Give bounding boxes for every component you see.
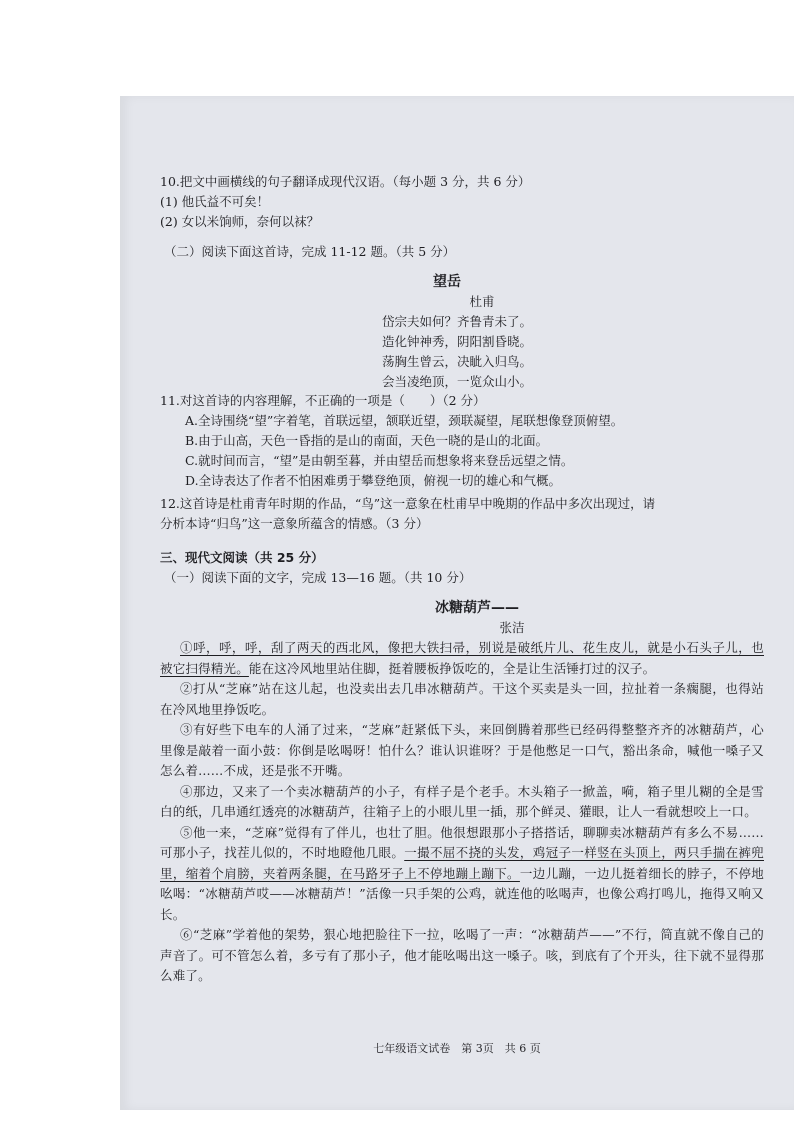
part2-intro — [164, 242, 764, 262]
q10-item-2: (2) 女以米饷师，奈何以袜？ — [160, 214, 320, 229]
part2-intro-text: （二）阅读下面这首诗，完成 11-12 题。（共 5 分） — [164, 244, 456, 259]
paragraph-text: 一边儿蹦，一边儿挺着细长的脖子，不停地吆喝：“冰糖葫芦哎——冰糖葫芦！”活像一只手架的公鸡，就连他的吆喝声，也像公鸡打鸣儿，拖得又响又长。 — [160, 865, 764, 922]
poem-author: 杜甫 — [469, 294, 495, 309]
q12-line-1: 12.这首诗是杜甫青年时期的作品，“鸟”这一意象在杜甫早中晚期的作品中多次出现过，请 — [160, 496, 656, 511]
q12-line-2: 分析本诗“归鸟”这一意象所蕴含的情感。（3 分） — [160, 516, 429, 531]
article-paragraph-4: ④那边，又来了一个卖冰糖葫芦的小子，有样子是个老手。木头箱子一掀盖，嗬，箱子里儿糊的全是雪白的纸，几串通红透亮的冰糖葫芦，往箱子上的小眼儿里一插，那个鲜灵、獾眼，让人一看就想咬上一口。 — [160, 783, 764, 819]
article-body — [160, 638, 764, 987]
page-footer: 七年级语文试卷 第 3页 共 6 页 — [373, 1042, 541, 1055]
article-author: 张洁 — [499, 620, 525, 635]
question-12 — [160, 494, 764, 534]
q10-item-1: (1) 他氏益不可矣！ — [160, 194, 270, 209]
poem — [120, 272, 794, 392]
article-header — [120, 598, 794, 638]
underlined-sentence: ①呼，呼，呼，刮了两天的西北风，像把大铁扫帚，别说是破纸片儿、花生皮儿，就是小石头子儿，也被它扫得精光。 — [160, 640, 764, 676]
section-3-sub: （一）阅读下面的文字，完成 13—16 题。（共 10 分） — [164, 570, 472, 585]
q11-option-a: A.全诗围绕“望”字着笔，首联远望，颔联近望，颈联凝望，尾联想像登顶俯望。 — [185, 413, 624, 428]
poem-line: 造化钟神秀，阴阳割昏晓。 — [381, 334, 532, 349]
article-paragraph-2: ②打从“芝麻”站在这儿起，也没卖出去几串冰糖葫芦。干这个买卖是头一回，拉扯着一条瘸腿，也得站在冷风地里挣饭吃。 — [160, 681, 764, 717]
q11-option-b: B.由于山高，天色一昏指的是山的南面，天色一晓的是山的北面。 — [185, 433, 549, 448]
question-10 — [160, 172, 764, 232]
poem-line: 会当凌绝顶，一览众山小。 — [381, 374, 532, 389]
article-paragraph-5 — [160, 823, 764, 926]
article-title: 冰糖葫芦—— — [435, 600, 519, 616]
question-11 — [160, 391, 764, 491]
poem-line: 荡胸生曾云，决眦入归鸟。 — [381, 354, 532, 369]
q11-option-c: C.就时间而言，“望”是由朝至暮，并由望岳而想象将来登岳远望之情。 — [185, 453, 574, 468]
article-paragraph-3: ③有好些下电车的人涌了过来，“芝麻”赶紧低下头，来回倒腾着那些已经码得整整齐齐的冰糖葫芦，心里像是敲着一面小鼓：你倒是吆喝呀！怕什么？谁认识谁呀？于是他憋足一口气，豁出条命，喊他一嗓子又怎么着……不成，还是张不开嘴。 — [160, 722, 764, 778]
underlined-sentence: 一撮不屈不挠的头发，鸡冠子一样竖在头顶上，两只手揣在裤兜里，缩着个肩膀，夹着两条腿，在马路牙子上不停地蹦上蹦下。 — [160, 845, 764, 881]
paragraph-text: ⑤他一来，“芝麻”觉得有了伴儿，也壮了胆。他很想跟那小子搭搭话，聊聊卖冰糖葫芦有多么不易……可那小子，找茬儿似的，不时地瞪他几眼。 — [160, 824, 764, 860]
poem-title: 望岳 — [433, 274, 461, 290]
poem-line: 岱宗夫如何？齐鲁青未了。 — [381, 314, 532, 329]
q11-stem: 11.对这首诗的内容理解，不正确的一项是（ ）（2 分） — [160, 393, 486, 408]
exam-page — [120, 96, 794, 1110]
section-3-heading: 三、现代文阅读（共 25 分） — [160, 550, 324, 565]
q11-option-d: D.全诗表达了作者不怕困难勇于攀登绝顶，俯视一切的雄心和气概。 — [185, 473, 562, 488]
section-3 — [160, 548, 764, 588]
article-paragraph-1 — [160, 638, 764, 679]
q10-stem: 10.把文中画横线的句子翻译成现代汉语。（每小题 3 分，共 6 分） — [160, 174, 531, 189]
article-paragraph-6: ⑥“芝麻”学着他的架势，狠心地把脸往下一拉，吆喝了一声：“冰糖葫芦——”不行，简直就不像自己的声音了。可不管怎么着，多亏有了那小子，他才能吆喝出这一嗓子。咳，到底有了个开头，往下就不显得那么难了。 — [160, 927, 764, 983]
paragraph-text: 能在这冷风地里站住脚，挺着腰板挣饭吃的，全是让生活锤打过的汉子。 — [248, 660, 656, 676]
